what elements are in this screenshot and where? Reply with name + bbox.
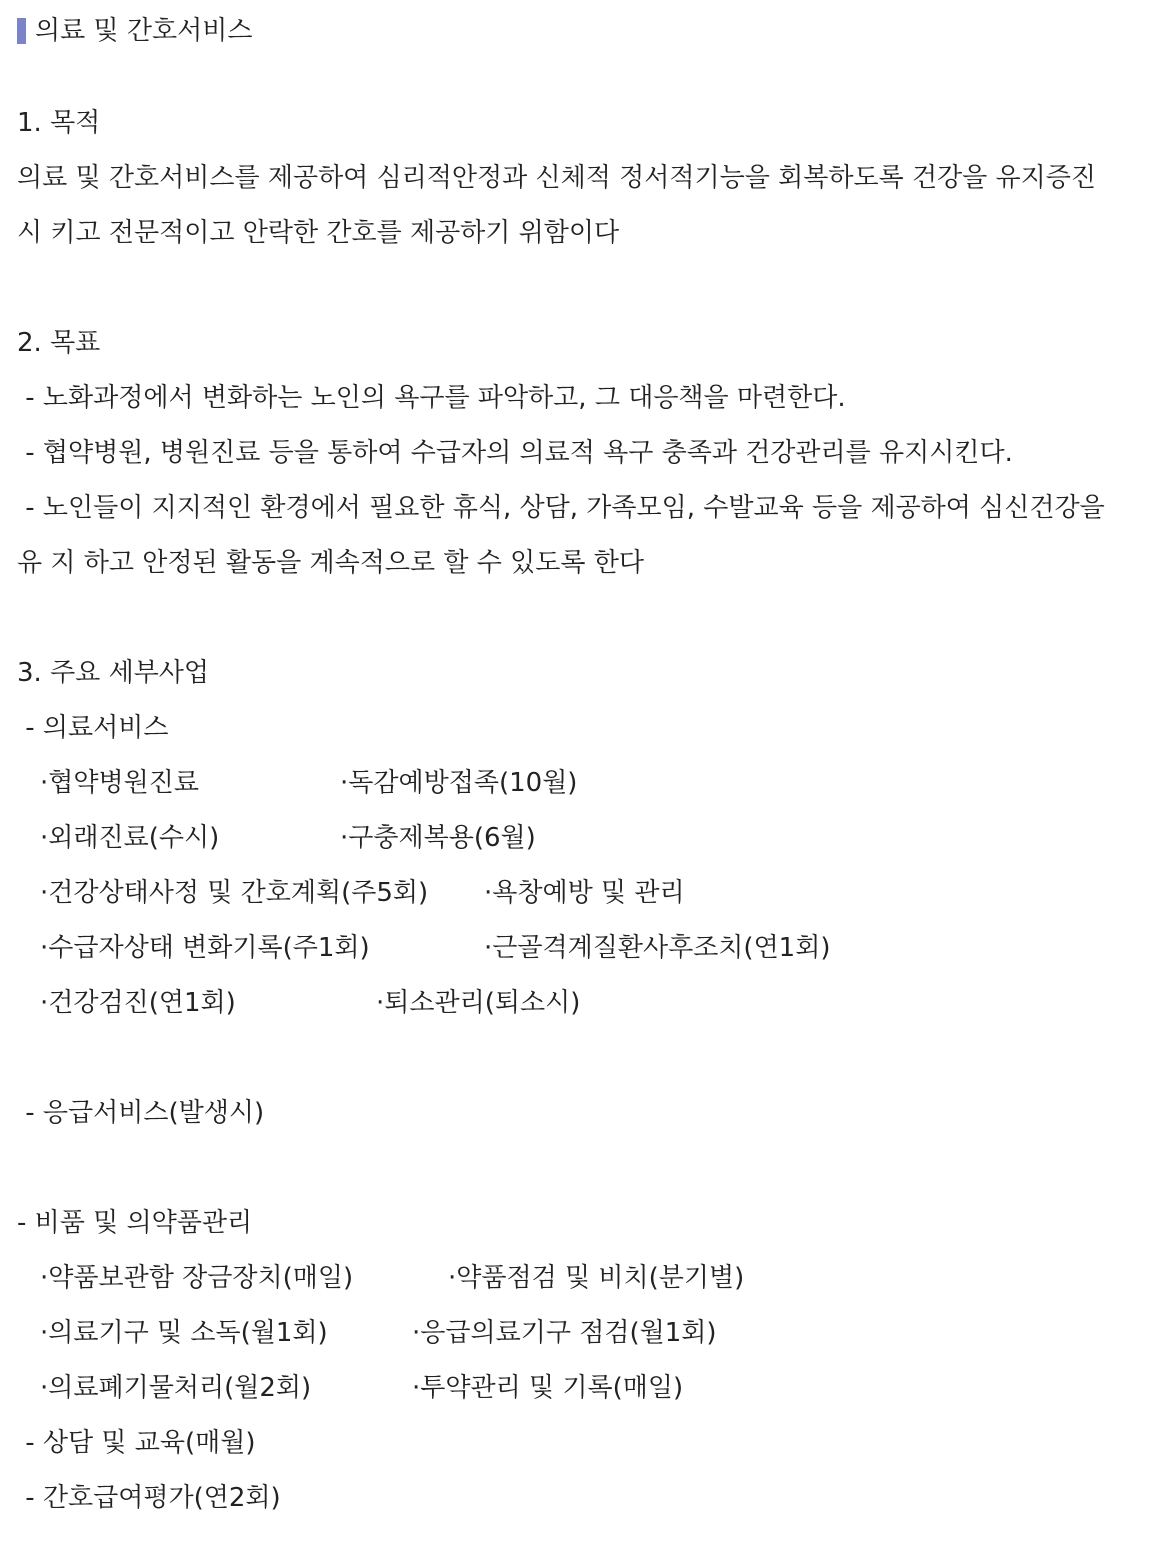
evaluation-label: - 간호급여평가(연2회) bbox=[17, 1483, 281, 1513]
goal-item-2: - 협약병원, 병원진료 등을 통하여 수급자의 의료적 욕구 충족과 건강관리를 유지시킨다. bbox=[17, 438, 1013, 468]
medical-item: ·건강상태사정 및 간호계획(주5회) bbox=[40, 878, 429, 908]
purpose-text-line-2: 시 키고 전문적이고 안락한 간호를 제공하기 위함이다 bbox=[17, 218, 620, 248]
heading-goals: 2. 목표 bbox=[17, 328, 101, 358]
supplies-item: ·의료폐기물처리(월2회) bbox=[40, 1373, 312, 1403]
purpose-text-line-1: 의료 및 간호서비스를 제공하여 심리적안정과 신체적 정서적기능을 회복하도록 건강을 유지증진 bbox=[17, 163, 1097, 193]
medical-item: ·퇴소관리(퇴소시) bbox=[376, 988, 581, 1018]
goal-item-1: - 노화과정에서 변화하는 노인의 욕구를 파악하고, 그 대응책을 마련한다. bbox=[17, 383, 846, 413]
medical-item: ·구충제복용(6월) bbox=[340, 823, 536, 853]
supplies-item: ·투약관리 및 기록(매일) bbox=[412, 1373, 684, 1403]
page-title: 의료 및 간호서비스 bbox=[35, 16, 253, 46]
medical-item: ·건강검진(연1회) bbox=[40, 988, 236, 1018]
supplies-item: ·의료기구 및 소독(월1회) bbox=[40, 1318, 328, 1348]
medical-item: ·수급자상태 변화기록(주1회) bbox=[40, 933, 370, 963]
medical-item: ·독감예방접족(10월) bbox=[340, 768, 578, 798]
medical-item: ·근골격계질환사후조치(연1회) bbox=[484, 933, 831, 963]
goal-item-3-continued: 유 지 하고 안정된 활동을 계속적으로 할 수 있도록 한다 bbox=[17, 548, 644, 578]
heading-purpose: 1. 목적 bbox=[17, 108, 101, 138]
medical-item: ·외래진료(수시) bbox=[40, 823, 220, 853]
supplies-item: ·약품보관함 장금장치(매일) bbox=[40, 1263, 354, 1293]
goal-item-3: - 노인들이 지지적인 환경에서 필요한 휴식, 상담, 가족모임, 수발교육 등을 제공하여 심신건강을 bbox=[17, 493, 1105, 523]
medical-item: ·욕창예방 및 관리 bbox=[484, 878, 685, 908]
supplies-item: ·응급의료기구 점검(월1회) bbox=[412, 1318, 717, 1348]
medical-service-label: - 의료서비스 bbox=[17, 713, 169, 743]
section-title bbox=[17, 12, 252, 50]
supplies-item: ·약품점검 및 비치(분기별) bbox=[448, 1263, 745, 1293]
title-accent-bar bbox=[17, 18, 26, 44]
medical-item: ·협약병원진료 bbox=[40, 768, 199, 798]
supplies-label: - 비품 및 의약품관리 bbox=[17, 1208, 253, 1238]
counseling-label: - 상담 및 교육(매월) bbox=[17, 1428, 256, 1458]
heading-main-programs: 3. 주요 세부사업 bbox=[17, 658, 210, 688]
emergency-service-label: - 응급서비스(발생시) bbox=[17, 1098, 265, 1128]
